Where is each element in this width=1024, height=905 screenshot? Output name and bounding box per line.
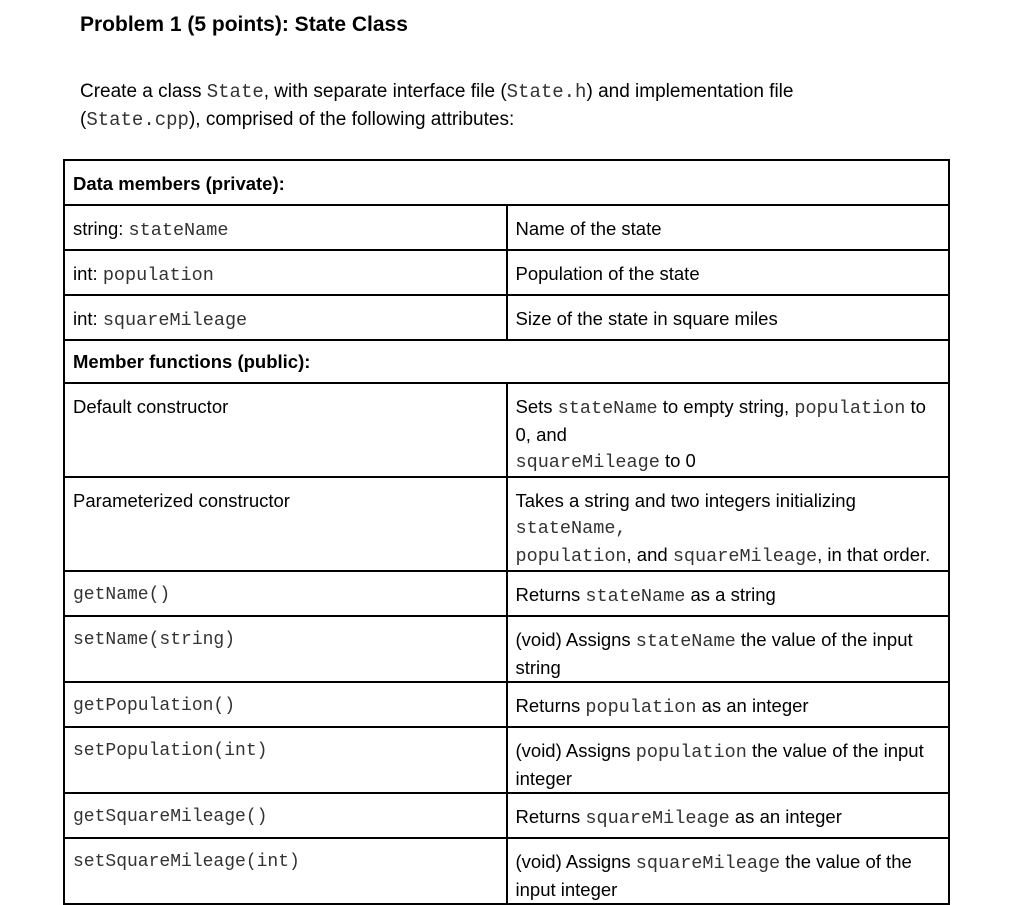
desc-text: (void) Assigns bbox=[515, 740, 636, 761]
code-text: squareMileage bbox=[635, 853, 781, 874]
member-type: int: bbox=[73, 263, 103, 284]
desc-text: the value of the input string bbox=[515, 629, 913, 678]
data-members-header: Data members (private): bbox=[64, 160, 949, 205]
desc-text: Takes a string and two integers initializing bbox=[515, 490, 856, 511]
code-text: stateName bbox=[585, 586, 686, 607]
table-row bbox=[64, 477, 949, 571]
method-signature: getName() bbox=[64, 571, 507, 616]
table-row bbox=[64, 250, 949, 295]
table-row bbox=[64, 838, 949, 904]
attributes-table bbox=[63, 159, 950, 905]
constructor-label: Default constructor bbox=[64, 383, 507, 477]
header-file-code: State.h bbox=[506, 81, 587, 103]
constructor-label: Parameterized constructor bbox=[64, 477, 507, 571]
member-cell bbox=[64, 295, 507, 340]
desc-text: , in that order. bbox=[817, 544, 931, 565]
desc-text: to 0 bbox=[659, 450, 696, 471]
class-name-code: State bbox=[206, 81, 264, 103]
desc-text: as an integer bbox=[696, 695, 809, 716]
code-text: stateName bbox=[557, 398, 658, 419]
member-functions-header: Member functions (public): bbox=[64, 340, 949, 383]
member-cell bbox=[64, 250, 507, 295]
desc-text: as a string bbox=[685, 584, 776, 605]
desc-text: Returns bbox=[515, 806, 586, 827]
code-text: squareMileage bbox=[515, 452, 660, 473]
code-text: stateName bbox=[635, 631, 736, 652]
intro-text: ) and implementation file bbox=[586, 81, 794, 102]
table-row bbox=[64, 616, 949, 682]
desc-text: the value of the input integer bbox=[515, 740, 924, 789]
member-name: population bbox=[102, 265, 214, 286]
desc-text: , and bbox=[626, 544, 673, 565]
intro-text: ), comprised of the following attributes: bbox=[188, 109, 515, 130]
member-type: int: bbox=[73, 308, 103, 329]
method-description bbox=[507, 571, 950, 616]
table-row bbox=[64, 793, 949, 838]
intro-paragraph bbox=[80, 78, 960, 134]
member-name: squareMileage bbox=[102, 310, 248, 331]
table-row bbox=[64, 383, 949, 477]
member-description: Size of the state in square miles bbox=[507, 295, 950, 340]
method-description bbox=[507, 727, 950, 793]
table-row bbox=[64, 295, 949, 340]
desc-text: as an integer bbox=[729, 806, 842, 827]
desc-text: Returns bbox=[515, 584, 586, 605]
table-row bbox=[64, 682, 949, 727]
method-signature: setSquareMileage(int) bbox=[64, 838, 507, 904]
method-description bbox=[507, 616, 950, 682]
code-text: population bbox=[794, 398, 906, 419]
desc-text: to empty string, bbox=[657, 396, 795, 417]
intro-text: ( bbox=[80, 109, 87, 130]
constructor-description bbox=[507, 477, 950, 571]
member-cell bbox=[64, 205, 507, 250]
member-description: Name of the state bbox=[507, 205, 950, 250]
table-row bbox=[64, 205, 949, 250]
code-text: squareMileage bbox=[672, 546, 818, 567]
table-section-row bbox=[64, 340, 949, 383]
desc-text: (void) Assigns bbox=[515, 629, 636, 650]
intro-text: Create a class bbox=[80, 81, 207, 102]
method-description bbox=[507, 838, 950, 904]
impl-file-code: State.cpp bbox=[86, 109, 189, 131]
method-signature: setPopulation(int) bbox=[64, 727, 507, 793]
desc-text: Sets bbox=[515, 396, 558, 417]
method-signature: getPopulation() bbox=[64, 682, 507, 727]
code-text: population bbox=[585, 697, 697, 718]
desc-text: (void) Assigns bbox=[515, 851, 636, 872]
code-text: squareMileage bbox=[585, 808, 730, 829]
desc-text: Returns bbox=[515, 695, 586, 716]
intro-text: , with separate interface file ( bbox=[263, 81, 507, 102]
desc-text: the value of the input integer bbox=[515, 851, 912, 900]
code-text: stateName, bbox=[515, 518, 627, 539]
problem-title: Problem 1 (5 points): State Class bbox=[80, 13, 408, 36]
code-text: population bbox=[515, 546, 627, 567]
method-description bbox=[507, 793, 950, 838]
member-type: string: bbox=[73, 218, 129, 239]
desc-text: to 0, and bbox=[515, 396, 926, 445]
method-signature: getSquareMileage() bbox=[64, 793, 507, 838]
member-description: Population of the state bbox=[507, 250, 950, 295]
method-signature: setName(string) bbox=[64, 616, 507, 682]
table-row bbox=[64, 571, 949, 616]
table-section-row bbox=[64, 160, 949, 205]
method-description bbox=[507, 682, 950, 727]
constructor-description bbox=[507, 383, 950, 477]
member-name: stateName bbox=[128, 220, 229, 241]
table-row bbox=[64, 727, 949, 793]
code-text: population bbox=[635, 742, 747, 763]
